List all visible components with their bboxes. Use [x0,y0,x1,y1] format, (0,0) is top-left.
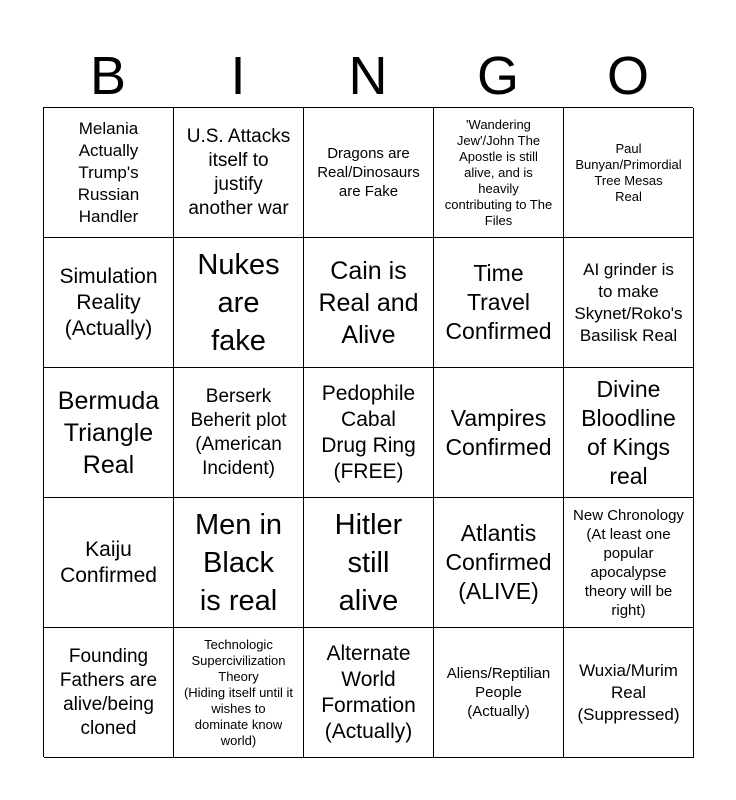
cell-text: Berserk Beherit plot (American Incident) [190,385,287,479]
cell-text: Kaiju Confirmed [60,537,157,587]
cell-text: Hitler still alive [334,508,403,617]
bingo-board [43,107,693,757]
bingo-cell-r4-c5[interactable] [564,498,694,628]
header-letter-o: O [606,46,649,106]
bingo-cell-r2-c3[interactable] [304,238,434,368]
bingo-cell-r3-c3[interactable] [304,368,434,498]
bingo-cell-r5-c1[interactable] [44,628,174,758]
header-letter-g: G [476,46,519,106]
bingo-cell-r2-c5[interactable] [564,238,694,368]
bingo-cell-r4-c1[interactable] [44,498,174,628]
bingo-cell-r5-c5[interactable] [564,628,694,758]
cell-text: Dragons are Real/Dinosaurs are Fake [317,145,420,200]
cell-text: Time Travel Confirmed [445,260,552,344]
bingo-cell-r4-c3[interactable] [304,498,434,628]
cell-text: New Chronology (At least one popular apocalypse theory will be right) [573,506,684,619]
bingo-cell-r4-c4[interactable] [434,498,564,628]
header-letter-n: N [348,46,388,106]
bingo-cell-r1-c4[interactable] [434,108,564,238]
cell-text: Wuxia/Murim Real (Suppressed) [577,660,680,724]
bingo-cell-r5-c2[interactable] [174,628,304,758]
cell-text: Simulation Reality (Actually) [59,264,158,340]
bingo-cell-r1-c5[interactable] [564,108,694,238]
cell-text: 'Wandering Jew'/John The Apostle is still alive, and is heavily contributing to The Files [444,116,553,228]
bingo-cell-r2-c4[interactable] [434,238,564,368]
cell-text: Aliens/Reptilian People (Actually) [446,665,551,720]
cell-text: Technologic Supercivilization Theory (Hiding itself until it wishes to dominate know world) [183,636,294,748]
bingo-cell-r3-c4[interactable] [434,368,564,498]
bingo-cell-r3-c5[interactable] [564,368,694,498]
bingo-cell-r4-c2[interactable] [174,498,304,628]
cell-text: Melania Actually Trump's Russian Handler [77,118,140,226]
cell-text: Founding Fathers are alive/being cloned [59,645,158,739]
bingo-header [43,44,693,108]
bingo-cell-r3-c1[interactable] [44,368,174,498]
bingo-cell-r1-c1[interactable] [44,108,174,238]
bingo-cell-r1-c2[interactable] [174,108,304,238]
header-letter-i: I [230,46,246,106]
cell-text: Nukes are fake [197,248,280,357]
bingo-cell-r3-c2[interactable] [174,368,304,498]
bingo-cell-r2-c1[interactable] [44,238,174,368]
cell-text: Divine Bloodline of Kings real [581,375,676,489]
bingo-cell-r2-c2[interactable] [174,238,304,368]
cell-text: Paul Bunyan/Primordial Tree Mesas Real [575,140,682,204]
bingo-cell-r1-c3[interactable] [304,108,434,238]
cell-text: Alternate World Formation (Actually) [321,641,416,743]
cell-text: Atlantis Confirmed (ALIVE) [445,520,552,604]
bingo-cell-r5-c3[interactable] [304,628,434,758]
cell-text: Men in Black is real [194,508,283,617]
cell-text: Bermuda Triangle Real [57,386,160,479]
cell-text: Pedophile Cabal Drug Ring (FREE) [321,381,416,483]
bingo-cell-r5-c4[interactable] [434,628,564,758]
cell-text: AI grinder is to make Skynet/Roko's Basilisk Real [574,259,683,345]
header-letter-b: B [89,46,127,106]
cell-text: Cain is Real and Alive [318,256,419,349]
cell-text: Vampires Confirmed [445,404,552,460]
cell-text: U.S. Attacks itself to justify another war [186,125,291,219]
